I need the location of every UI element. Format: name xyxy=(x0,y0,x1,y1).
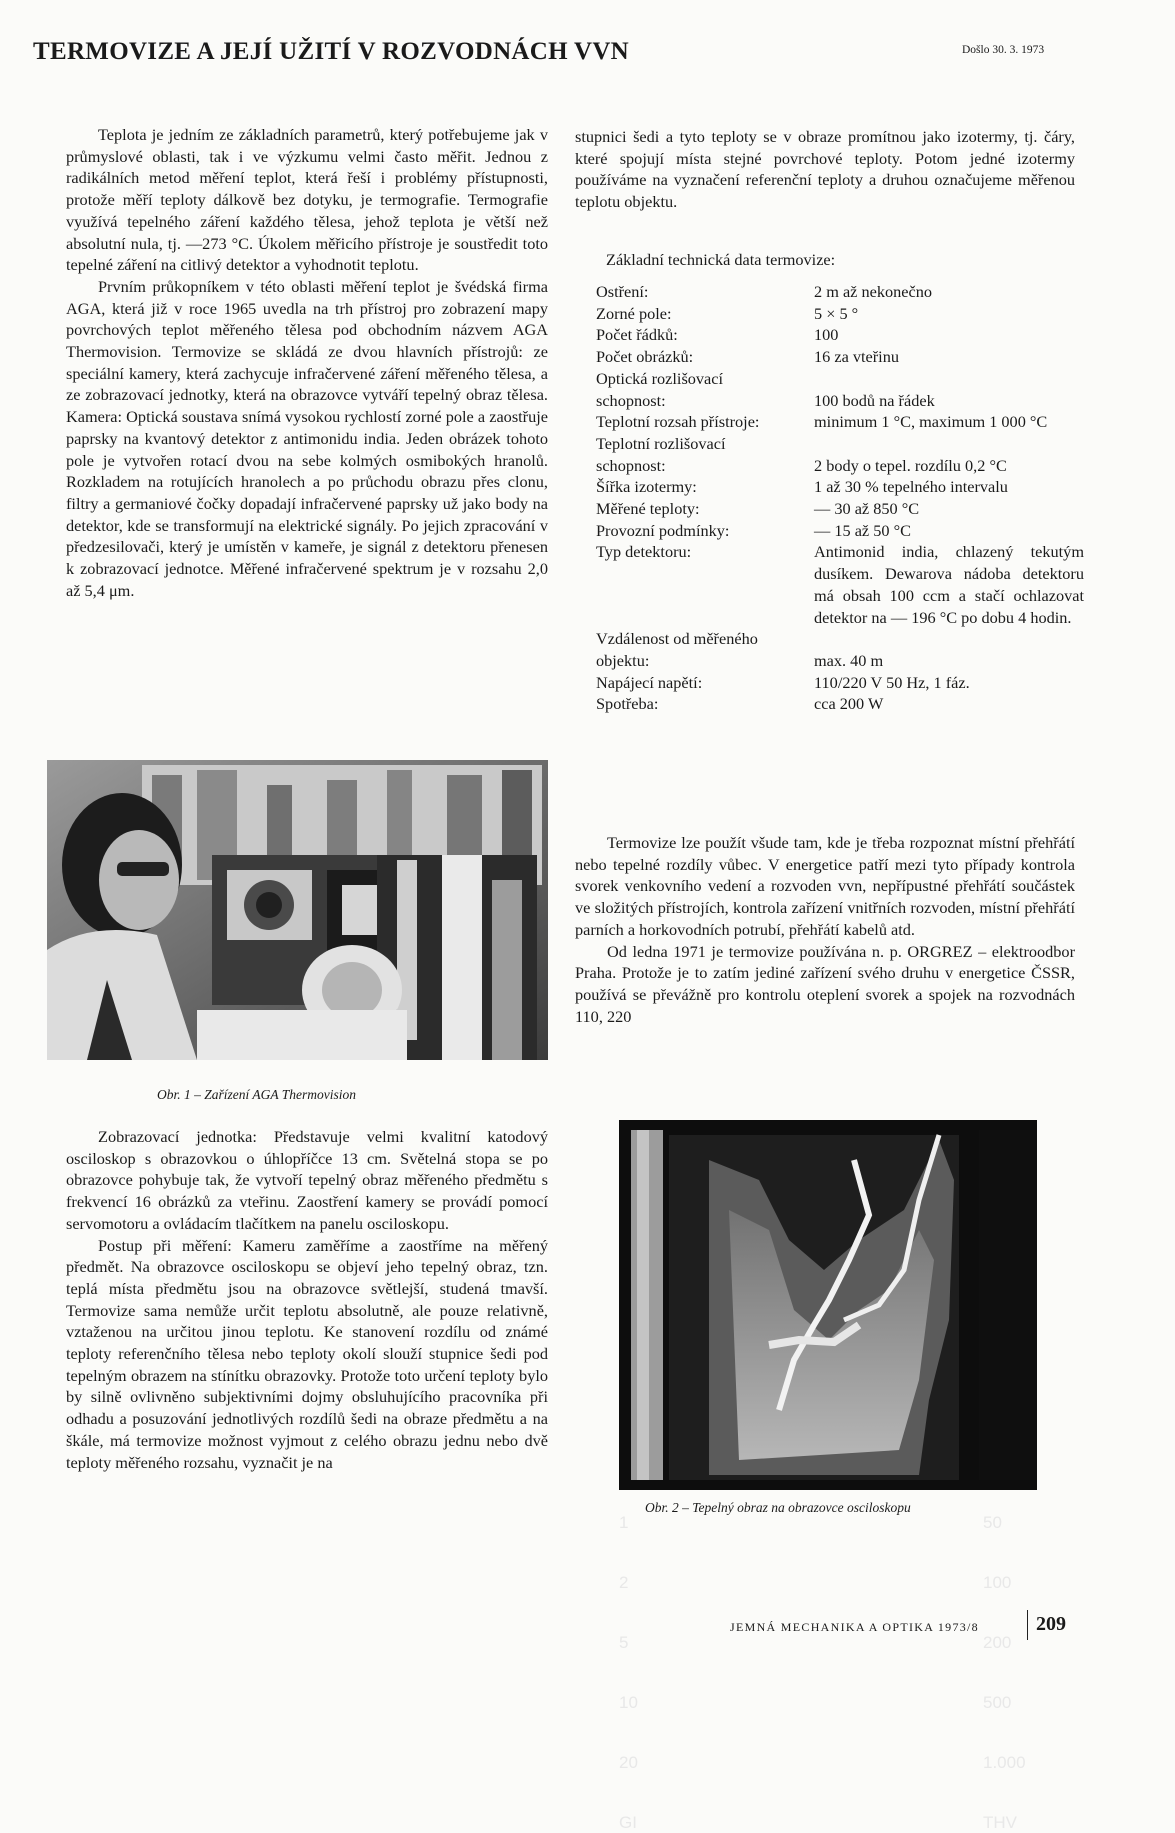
spec-value: max. 40 m xyxy=(814,650,884,670)
figure-1-caption: Obr. 1 – Zařízení AGA Thermovision xyxy=(157,1087,357,1102)
spec-value: 2 body o tepel. rozdílu 0,2 °C xyxy=(814,455,1007,475)
spec-label: Teplotní rozlišovací schopnost: xyxy=(596,433,726,475)
spec-row xyxy=(596,476,1091,498)
scale-label: 500 xyxy=(983,1693,1012,1712)
scale-label: 1.000 xyxy=(983,1753,1026,1772)
spec-row xyxy=(596,628,1091,671)
spec-label: Šířka izotermy: xyxy=(596,477,697,497)
spec-label: Počet obrázků: xyxy=(596,347,694,367)
paragraph: stupnici šedi a tyto teploty se v obraze promítnou jako izotermy, tj. čáry, které spojují místa stejné povrchové teploty. Potom jedné izotermy používáme na vyznačení referenční teploty a druhou označujeme měřenou teplotu objektu. xyxy=(575,127,1075,212)
spec-row xyxy=(596,281,1091,303)
spec-value: — 30 až 850 °C xyxy=(814,499,920,519)
spec-row xyxy=(596,433,1091,476)
thermal-screen-image xyxy=(619,1120,1037,1490)
spec-heading: Základní technická data termovize: xyxy=(606,250,836,269)
spec-value: minimum 1 °C, maximum 1 000 °C xyxy=(814,412,1048,432)
spec-row xyxy=(596,346,1091,368)
spec-value: 2 m až nekonečno xyxy=(814,282,932,301)
scale-label: GI xyxy=(619,1813,637,1832)
scale-label: 200 xyxy=(983,1633,1012,1652)
scale-label: 2 xyxy=(619,1573,629,1592)
spec-row xyxy=(596,411,1091,433)
spec-label: Zorné pole: xyxy=(596,303,672,323)
scale-label: 10 xyxy=(619,1693,638,1712)
spec-value: 100 xyxy=(814,325,839,345)
figure-2-caption: Obr. 2 – Tepelný obraz na obrazovce osciloskopu xyxy=(645,1500,911,1515)
scale-label: 20 xyxy=(619,1753,638,1772)
thermovision-device-image xyxy=(47,760,548,1060)
spec-value: 1 až 30 % tepelného intervalu xyxy=(814,477,1008,497)
journal-name: JEMNÁ MECHANIKA A OPTIKA 1973/8 xyxy=(730,1620,979,1634)
spec-label: Vzdálenost od měřeného objektu: xyxy=(596,629,758,670)
spec-label: Ostření: xyxy=(596,282,649,301)
scale-label: 1 xyxy=(619,1513,629,1532)
footer-divider xyxy=(1027,1610,1028,1640)
spec-label: Provozní podmínky: xyxy=(596,520,730,540)
spec-label: Typ detektoru: xyxy=(596,542,692,562)
paragraph: Prvním průkopníkem v této oblasti měření teplot je švédská firma AGA, která již v roce 1965 uvedla na trh přístroj pro zobrazení mapy povrchových teplot měřeného tělesa pod obchodním názvem AGA Thermovision. Termovize se skládá ze dvou hlavních přístrojů: ze speciální kamery, která zachycuje infračervené záření měřeného tělesa, a ze zobrazovací jednotky, která na obrazovce vytváří tepelný obraz tělesa. Kamera: Optická soustava snímá vysokou rychlostí zorné pole a zaostřuje paprsky na kvantový detektor z antimonidu india. Jeden obrázek tohoto pole je vytvořen rotací dvou na sebe kolmých osmibokých hranolů. Rozkladem na rotujících hranolech a po průchodu obrazu přes clonu, filtry a germaniové čočky dopadají infračervené paprsky už jako body na detektor, kde se transformují na elektrické signály. Po jejich zpracování v předzesilovači, který je umístěn v kameře, je signál z detektoru přenesen k zobrazovací jednotce. Měřené infračervené spektrum je v rozsahu 2,0 až 5,4 μm. xyxy=(66,276,548,600)
spec-value: 5 × 5 ° xyxy=(814,303,859,323)
spec-row xyxy=(596,541,1091,628)
spec-value: 110/220 V 50 Hz, 1 fáz. xyxy=(814,672,970,692)
scale-label: 5 xyxy=(619,1633,629,1652)
spec-table xyxy=(596,281,1091,715)
spec-label: Počet řádků: xyxy=(596,325,678,345)
spec-row xyxy=(596,368,1091,411)
spec-value: 100 bodů na řádek xyxy=(814,390,935,410)
spec-row xyxy=(596,324,1091,346)
paragraph: Postup při měření: Kameru zaměříme a zaostříme na měřený předmět. Na obrazovce osciloskopu se objeví jeho tepelný obraz, tzn. teplá místa předmětu jsou na obrazovce světlejší, studená tmavší. Termovize sama nemůže určit teplotu absolutně, ale pouze relativně, vztaženou na určitou jinou teplotu. Ke stanovení rozdílu od známé teploty referenčního tělesa nebo teploty okolí slouží stupnice šedi pod tepelným obrazem na stínítku obrazovky. Protože toto určení teploty bylo by silně ovlivněno subjektivními dojmy obsluhujícího pracovníka při odhadu a posuzování jednotlivých rozdílů šedi na obraze předmětu a na škále, má termovize možnost vyjmout z celého obrazu jednu nebo dvě teploty měřeného rozsahu, vyznačit je na xyxy=(66,1235,548,1472)
spec-value: cca 200 W xyxy=(814,694,884,714)
right-column-bottom xyxy=(575,832,1075,1027)
spec-label: Měřené teploty: xyxy=(596,499,700,519)
right-column-top xyxy=(575,126,1075,213)
spec-value: Antimonid india, chlazený tekutým dusíkem. Dewarova nádoba detektoru má obsah 100 ccm a stačí ochlazovat detektor na — 196 °C po dobu 4 hodin. xyxy=(814,542,1084,627)
spec-label: Optická rozlišovací schopnost: xyxy=(596,368,724,410)
left-column-bottom xyxy=(66,1126,548,1473)
scale-label: 100 xyxy=(983,1573,1012,1592)
spec-row xyxy=(596,693,1091,715)
paragraph: Od ledna 1971 je termovize používána n. p. ORGREZ – elektroodbor Praha. Protože je to zatím jediné zařízení svého druhu v energetice ČSSR, používá se převážně pro kontrolu oteplení svorek a spojek na rozvodnách 110, 220 xyxy=(575,941,1075,1026)
paragraph: Zobrazovací jednotka: Představuje velmi kvalitní katodový osciloskop s obrazovkou o úhlopříčce 13 cm. Světelná stopa se po obrazovce pohybuje tak, že vytvoří tepelný obraz měřeného předmětu s frekvencí 16 obrázků za vteřinu. Zaostření kamery se provádí pomocí servomotoru a ovládacím tlačítkem na panelu osciloskopu. xyxy=(66,1127,548,1233)
spec-label: Napájecí napětí: xyxy=(596,672,703,692)
page-number: 209 xyxy=(1036,1613,1066,1635)
spec-row xyxy=(596,520,1091,542)
spec-value: — 15 až 50 °C xyxy=(814,520,911,540)
spec-label: Spotřeba: xyxy=(596,694,659,714)
paragraph: Teplota je jedním ze základních parametrů, který potřebujeme jak v průmyslové oblasti, tak i ve výzkumu velmi často měřit. Jednou z radikálních metod měření teplot, která řeší i problémy přístupnosti, protože měří teploty dálkově bez dotyku, je termografie. Termografie využívá tepelného záření každého tělesa, jehož teplota je větší než absolutní nula, tj. —273 °C. Úkolem měřicího přístroje je soustředit toto tepelné záření na citlivý detektor a vyhodnotit teplotu. xyxy=(66,125,548,275)
left-column-top xyxy=(66,124,548,601)
figure-1-photo xyxy=(47,760,548,1060)
scale-label: THV xyxy=(983,1813,1017,1832)
paragraph: Termovize lze použít všude tam, kde je třeba rozpoznat místní přehřátí nebo tepelné rozdíly vůbec. V energetice patří mezi tyto případy kontrola svorek venkovního vedení a rozvoden vvn, nepřípustné přehřátí součástek ve složitých přístrojích, kontrola zařízení vnitřních rozvoden, místní přehřátí parních a horkovodních potrubí, přehřátí kabelů atd. xyxy=(575,833,1075,939)
received-date: Došlo 30. 3. 1973 xyxy=(962,44,1045,56)
spec-row xyxy=(596,672,1091,694)
article-title: TERMOVIZE A JEJÍ UŽITÍ V ROZVODNÁCH VVN xyxy=(33,38,630,65)
spec-row xyxy=(596,303,1091,325)
spec-value: 16 za vteřinu xyxy=(814,347,899,367)
spec-row xyxy=(596,498,1091,520)
spec-label: Teplotní rozsah přístroje: xyxy=(596,412,760,432)
scale-label: 50 xyxy=(983,1513,1002,1532)
